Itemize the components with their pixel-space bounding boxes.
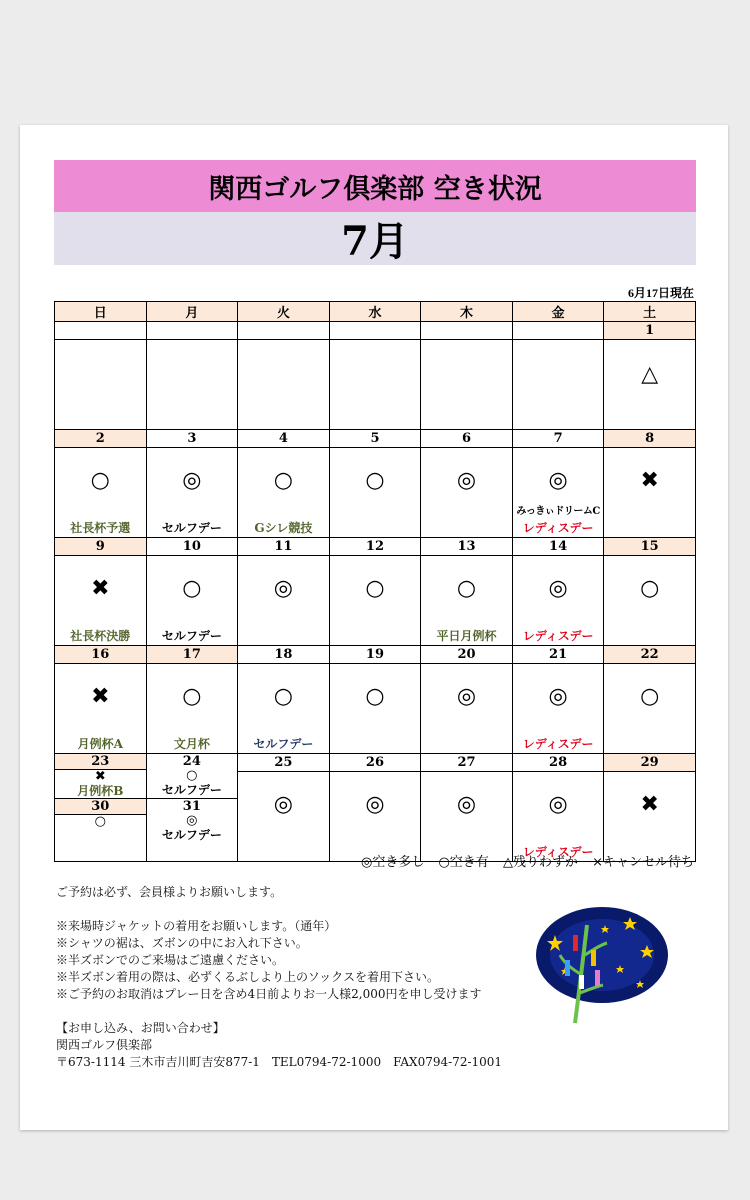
day-number: 30: [55, 799, 146, 815]
weekday-sat: 土: [604, 302, 696, 322]
day-number: [329, 322, 421, 340]
day-number: 11: [238, 538, 330, 556]
availability-mark: ◎: [456, 684, 477, 709]
day-number: 29: [604, 754, 696, 772]
event-label: 文月杯: [173, 737, 210, 751]
weekday-wed: 水: [329, 302, 421, 322]
availability-mark: △: [641, 362, 659, 387]
availability-mark: ◎: [548, 792, 568, 817]
day-number: 26: [329, 754, 421, 772]
availability-mark: ◎: [273, 792, 293, 817]
day-cell: [421, 664, 513, 754]
day-number: 8: [604, 430, 696, 448]
availability-mark: ○: [640, 576, 660, 601]
event-label: 月例杯B: [77, 784, 124, 798]
day-cell: [421, 772, 513, 862]
day-cell: [604, 556, 696, 646]
legend-waitlist: ×キャンセル待ち: [592, 855, 694, 870]
date-row: [55, 430, 696, 448]
day-cell: [55, 556, 147, 646]
availability-mark: ○: [365, 576, 385, 601]
split-day: [147, 799, 238, 843]
legend-few: △残りわずか: [502, 855, 578, 870]
rule-item: ※半ズボンでのご来場はご遠慮ください。: [56, 953, 285, 967]
availability-mark: ○: [365, 468, 385, 493]
as-of-date: 6月17日現在: [627, 286, 694, 300]
availability-mark: ◎: [456, 792, 477, 817]
rule-item: ※ご予約のお取消はプレー日を含め4日前よりお一人様2,000円を申し受けます: [56, 987, 482, 1001]
event-label: セルフデー: [253, 737, 314, 751]
weekday-fri: 金: [512, 302, 604, 322]
club-name: 関西ゴルフ倶楽部: [56, 1038, 153, 1052]
day-number: 15: [604, 538, 696, 556]
day-cell: [604, 772, 696, 862]
day-cell: [146, 556, 238, 646]
notes-section: [56, 884, 502, 1071]
weekday-tue: 火: [238, 302, 330, 322]
event-label: 社長杯決勝: [70, 629, 131, 643]
day-number: 22: [604, 646, 696, 664]
day-number: 23: [55, 754, 146, 770]
rule-item: ※半ズボン着用の際は、必ずくるぶしより上のソックスを着用下さい。: [56, 970, 440, 984]
day-number: 13: [421, 538, 513, 556]
month-heading: 7月: [54, 212, 696, 265]
day-number: 10: [146, 538, 238, 556]
split-day: [147, 754, 238, 799]
event-label: セルフデー: [161, 783, 222, 797]
availability-mark: ✖: [94, 769, 106, 784]
weekday-header-row: [55, 302, 696, 322]
day-cell: [146, 664, 238, 754]
date-row: [55, 322, 696, 340]
day-cell: [55, 664, 147, 754]
day-number: [55, 322, 147, 340]
day-number: 19: [329, 646, 421, 664]
event-label: 平日月例杯: [436, 629, 497, 643]
day-cell: [604, 448, 696, 538]
weekday-mon: 月: [146, 302, 238, 322]
day-number: 31: [182, 799, 201, 814]
day-number: 5: [329, 430, 421, 448]
day-cell: [604, 664, 696, 754]
day-cell: [421, 340, 513, 430]
day-number: 17: [146, 646, 238, 664]
day-row: [55, 340, 696, 430]
day-cell: [512, 340, 604, 430]
day-number: 24: [182, 754, 201, 769]
day-cell: [512, 664, 604, 754]
event-label: セルフデー: [161, 828, 222, 842]
event-label: レディスデー: [522, 629, 594, 643]
day-number: 7: [512, 430, 604, 448]
day-number: [238, 322, 330, 340]
day-cell: [329, 556, 421, 646]
day-number: 16: [55, 646, 147, 664]
availability-calendar: [54, 301, 696, 862]
availability-mark: ◎: [273, 576, 293, 601]
day-number: [512, 322, 604, 340]
day-cell: [512, 772, 604, 862]
split-day: [55, 754, 146, 799]
day-number: 2: [55, 430, 147, 448]
day-number: 20: [421, 646, 513, 664]
day-cell: [238, 340, 330, 430]
day-number: [421, 322, 513, 340]
availability-mark: ◎: [182, 468, 202, 493]
availability-mark: ○: [456, 576, 477, 601]
day-row: [55, 556, 696, 646]
event-label: 社長杯予選: [70, 521, 131, 535]
weekday-sun: 日: [55, 302, 147, 322]
availability-mark: ○: [182, 684, 202, 709]
availability-mark: ◎: [548, 576, 568, 601]
day-row: [55, 664, 696, 754]
legend-available: ○空き有: [438, 855, 489, 870]
event-label: セルフデー: [161, 629, 222, 643]
date-row: [55, 538, 696, 556]
day-cell: [238, 448, 330, 538]
availability-mark: ○: [90, 468, 110, 493]
availability-mark: ○: [186, 768, 198, 783]
tanabata-illustration: [535, 905, 670, 1025]
availability-legend: [351, 851, 694, 870]
day-number: 4: [238, 430, 330, 448]
day-cell: [146, 340, 238, 430]
availability-mark: ○: [273, 468, 293, 493]
day-cell: [55, 448, 147, 538]
day-number: 27: [421, 754, 513, 772]
day-cell: [421, 448, 513, 538]
day-number: 9: [55, 538, 147, 556]
day-cell: [146, 448, 238, 538]
day-number: 18: [238, 646, 330, 664]
day-cell: [421, 556, 513, 646]
availability-mark: ✖: [640, 468, 659, 493]
day-cell: [329, 340, 421, 430]
event-label: セルフデー: [161, 521, 222, 535]
event-label: みっきぃドリームC: [516, 506, 600, 517]
day-cell: [238, 772, 330, 862]
day-cell: [512, 448, 604, 538]
day-cell: [329, 664, 421, 754]
availability-mark: ◎: [365, 792, 385, 817]
day-cell: [604, 340, 696, 430]
contact-heading: 【お申し込み、お問い合わせ】: [56, 1021, 225, 1035]
availability-mark: ◎: [186, 813, 198, 828]
day-cell: [512, 556, 604, 646]
day-cell: [329, 448, 421, 538]
legend-many: ◎空き多し: [360, 855, 425, 870]
availability-mark: ◎: [548, 684, 568, 709]
availability-mark: ◎: [456, 468, 477, 493]
day-number: 12: [329, 538, 421, 556]
day-number: 21: [512, 646, 604, 664]
weekday-thu: 木: [421, 302, 513, 322]
split-day: [55, 799, 146, 843]
availability-mark: ○: [273, 684, 293, 709]
day-cell: [55, 340, 147, 430]
date-row: [55, 646, 696, 664]
day-number: 25: [238, 754, 330, 772]
availability-mark: ◎: [548, 468, 568, 493]
day-number: 14: [512, 538, 604, 556]
club-address: 〒673-1114 三木市吉川町吉安877-1 TEL0794-72-1000 FAX0794-72-1001: [56, 1055, 503, 1069]
booking-request: ご予約は必ず、会員様よりお願いします。: [56, 885, 283, 899]
day-number: 6: [421, 430, 513, 448]
day-number: 3: [146, 430, 238, 448]
date-row: [55, 754, 696, 772]
availability-mark: ○: [94, 814, 106, 829]
split-day-cell: [146, 754, 238, 862]
day-cell: [238, 556, 330, 646]
day-cell: [329, 772, 421, 862]
availability-mark: ✖: [91, 576, 110, 601]
availability-mark: ○: [640, 684, 660, 709]
availability-mark: ✖: [640, 792, 659, 817]
availability-mark: ○: [365, 684, 385, 709]
rule-item: ※来場時ジャケットの着用をお願いします。（通年）: [56, 919, 337, 933]
event-label: 月例杯A: [77, 737, 123, 751]
availability-mark: ✖: [91, 684, 110, 709]
page-title: 関西ゴルフ倶楽部 空き状況: [54, 160, 696, 212]
split-day-cell: [55, 754, 147, 862]
day-row: [55, 448, 696, 538]
day-number: [146, 322, 238, 340]
event-label: レディスデー: [522, 737, 594, 751]
day-number: 1: [604, 322, 696, 340]
day-number: 28: [512, 754, 604, 772]
availability-mark: ○: [182, 576, 202, 601]
event-label: レディスデー: [522, 845, 594, 859]
event-label: Gシレ競技: [254, 521, 313, 535]
event-label: レディスデー: [522, 521, 594, 535]
rule-item: ※シャツの裾は、ズボンの中にお入れ下さい。: [56, 936, 308, 950]
day-cell: [238, 664, 330, 754]
